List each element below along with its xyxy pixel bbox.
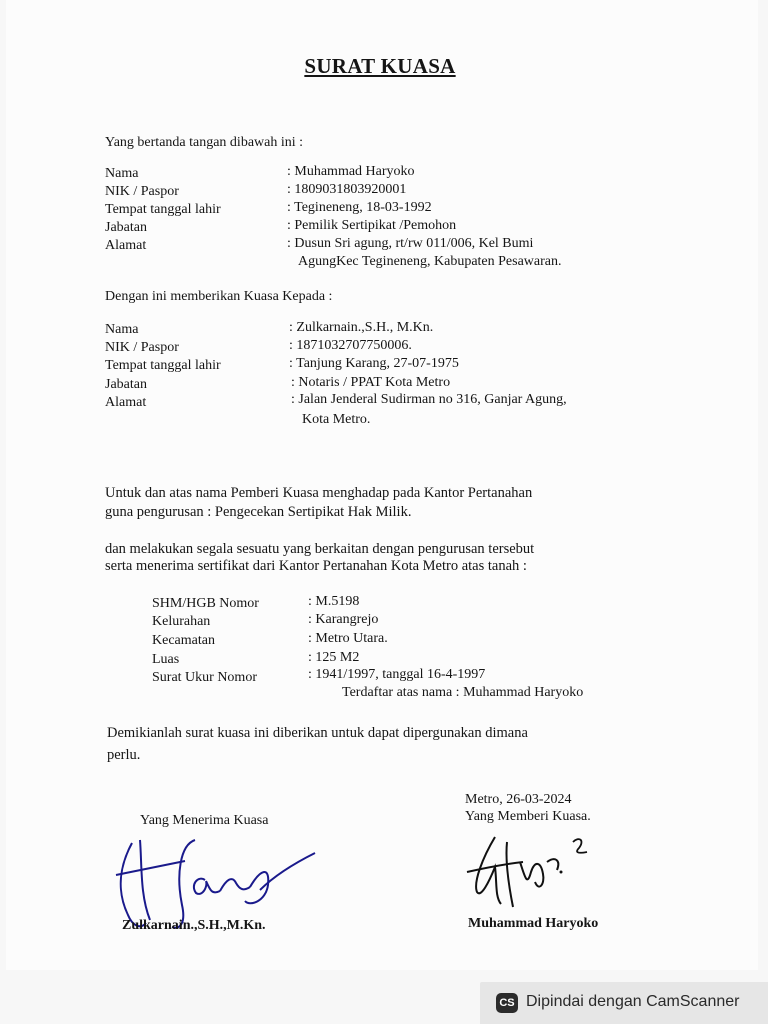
paragraph-scope-line1: dan melakukan segala sesuatu yang berkaitan dengan pengurusan tersebut [105, 541, 535, 557]
land-label-shm: SHM/HGB Nomor [152, 596, 259, 611]
land-value-kelurahan: : Karangrejo [308, 612, 379, 627]
land-value-shm: : M.5198 [308, 594, 360, 609]
giver-value-name: : Muhammad Haryoko [287, 164, 415, 179]
document-title: SURAT KUASA [304, 54, 456, 78]
camscanner-icon: CS [496, 993, 518, 1013]
paragraph-scope-line2: serta menerima sertifikat dari Kantor Pertanahan Kota Metro atas tanah : [105, 558, 527, 574]
giver-address-continued: AgungKec Tegineneng, Kabupaten Pesawaran. [298, 254, 562, 269]
paragraph-purpose-line2: guna pengurusan : Pengecekan Sertipikat Hak Milik. [105, 504, 412, 520]
giver-value-nik: : 1809031803920001 [287, 182, 407, 197]
intro-receiver: Dengan ini memberikan Kuasa Kepada : [105, 289, 333, 304]
giver-label-position: Jabatan [105, 220, 147, 235]
receiver-value-address: : Jalan Jenderal Sudirman no 316, Ganjar Agung, [291, 392, 567, 407]
receiver-address-continued: Kota Metro. [302, 412, 371, 427]
giver-label-birth: Tempat tanggal lahir [105, 202, 221, 217]
land-value-kecamatan: : Metro Utara. [308, 631, 388, 646]
receiver-signed-name: Zulkarnain.,S.H.,M.Kn. [122, 918, 266, 933]
land-label-kecamatan: Kecamatan [152, 633, 215, 648]
receiver-label-position: Jabatan [105, 377, 147, 392]
closing-line2: perlu. [107, 747, 141, 763]
giver-label-nik: NIK / Paspor [105, 184, 179, 199]
camscanner-badge [480, 982, 768, 1024]
receiver-label-address: Alamat [105, 395, 147, 410]
giver-signed-name: Muhammad Haryoko [468, 916, 599, 931]
place-date: Metro, 26-03-2024 [465, 792, 572, 807]
paragraph-purpose-line1: Untuk dan atas nama Pemberi Kuasa menghadap pada Kantor Pertanahan [105, 485, 533, 501]
giver-value-address: : Dusun Sri agung, rt/rw 011/006, Kel Bumi [287, 236, 534, 251]
receiver-value-position: : Notaris / PPAT Kota Metro [291, 375, 451, 390]
intro-giver: Yang bertanda tangan dibawah ini : [105, 135, 304, 150]
giver-value-position: : Pemilik Sertipikat /Pemohon [287, 218, 457, 233]
land-label-kelurahan: Kelurahan [152, 614, 211, 629]
receiver-label-name: Nama [105, 322, 139, 337]
camscanner-text: Dipindai dengan CamScanner [526, 993, 740, 1010]
receiver-caption: Yang Menerima Kuasa [140, 813, 269, 828]
land-registered-owner: Terdaftar atas nama : Muhammad Haryoko [342, 685, 584, 700]
receiver-value-nik: : 1871032707750006. [289, 338, 412, 353]
receiver-label-nik: NIK / Paspor [105, 340, 179, 355]
land-label-luas: Luas [152, 652, 180, 667]
giver-caption: Yang Memberi Kuasa. [465, 809, 591, 824]
giver-label-name: Nama [105, 166, 139, 181]
receiver-value-name: : Zulkarnain.,S.H., M.Kn. [289, 320, 434, 335]
land-label-survey: Surat Ukur Nomor [152, 670, 257, 685]
receiver-value-birth: : Tanjung Karang, 27-07-1975 [289, 356, 459, 371]
giver-value-birth: : Tegineneng, 18-03-1992 [287, 200, 432, 215]
giver-signature [465, 832, 605, 912]
receiver-label-birth: Tempat tanggal lahir [105, 358, 221, 373]
land-value-luas: : 125 M2 [308, 650, 360, 665]
land-value-survey: : 1941/1997, tanggal 16-4-1997 [308, 667, 486, 682]
giver-label-address: Alamat [105, 238, 147, 253]
closing-line1: Demikianlah surat kuasa ini diberikan untuk dapat dipergunakan dimana [107, 725, 528, 741]
